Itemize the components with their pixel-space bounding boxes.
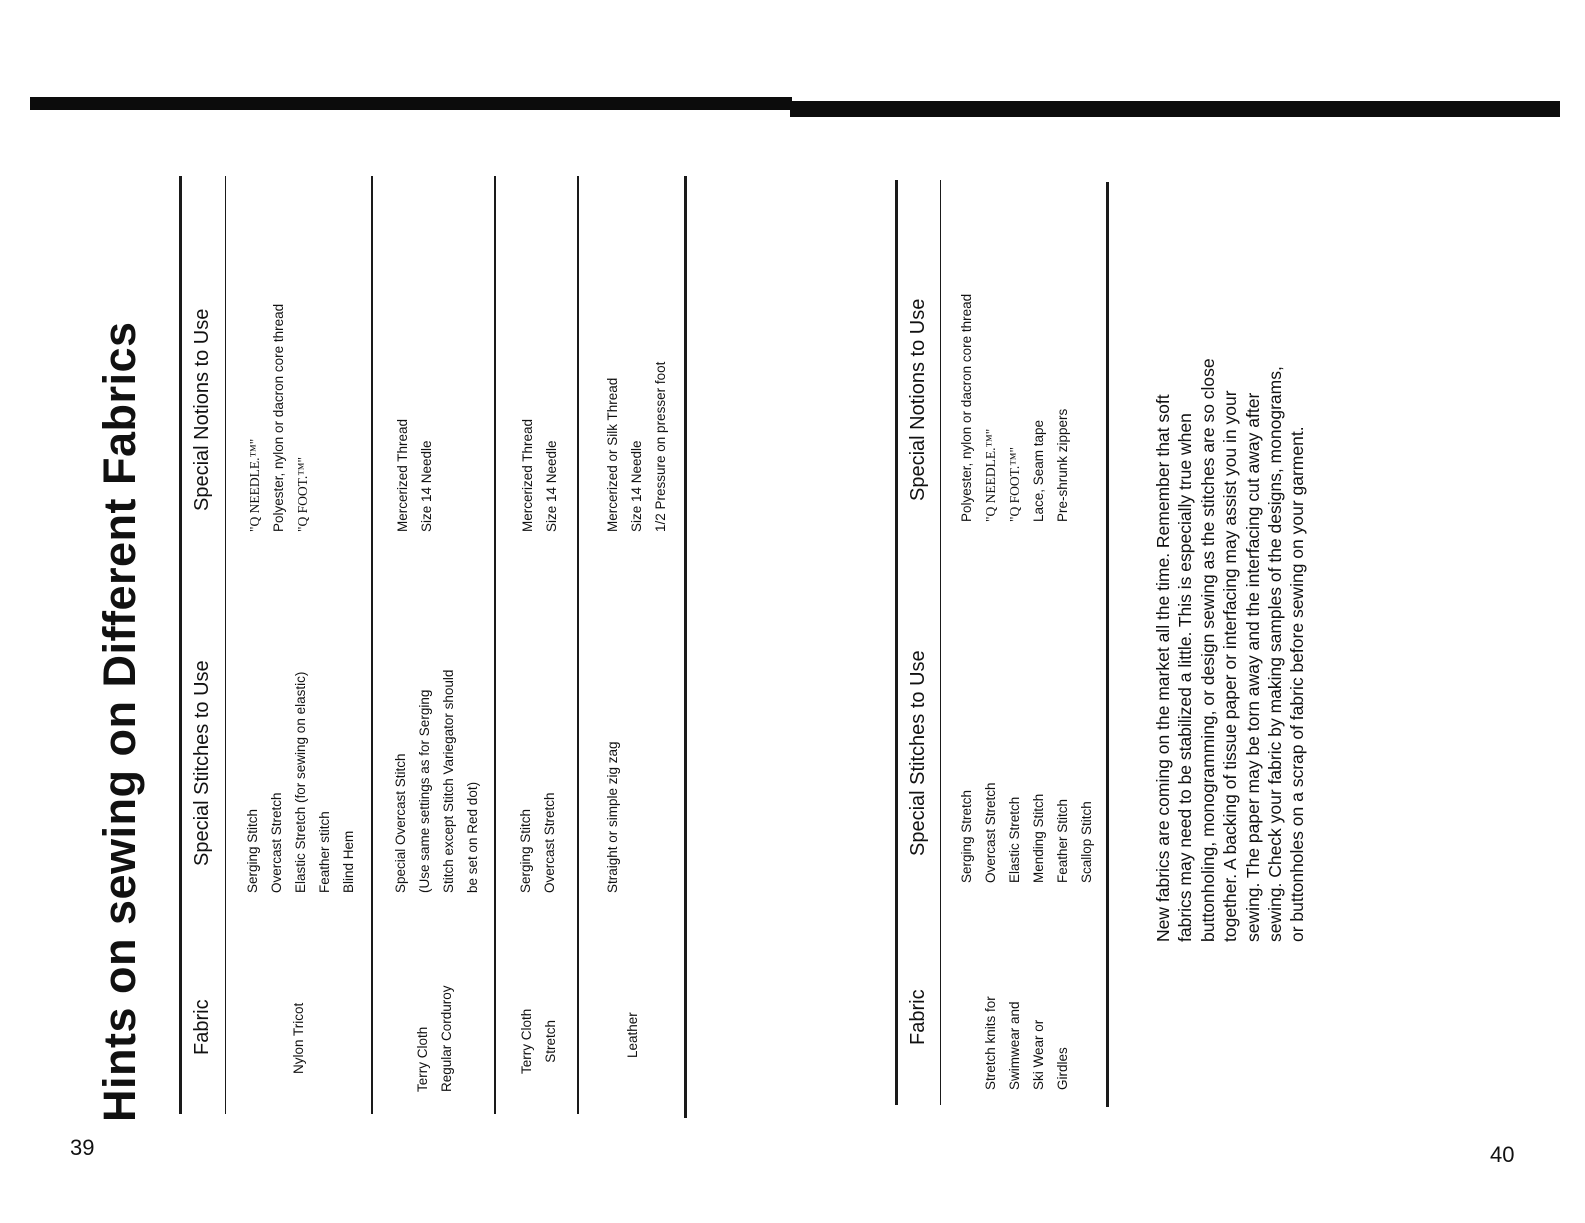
advice-paragraph — [1152, 358, 1309, 942]
stitch-line: Serging Stitch — [518, 808, 533, 893]
paragraph-line: or buttonholes on a scrap of fabric before sewing on your garment. — [1287, 426, 1308, 942]
stitch-line: Overcast Stretch — [983, 782, 998, 883]
table1-row-rule-2 — [494, 176, 496, 1114]
stitch-line: Straight or simple zig zag — [605, 741, 620, 893]
fabric-line: Regular Corduroy — [439, 985, 454, 1092]
notion-line: Polyester, nylon or dacron core thread — [959, 293, 974, 522]
table1-row4-stitches — [601, 741, 625, 893]
stitch-line: Stitch except Stitch Variegator should — [441, 669, 456, 893]
stitch-line: Serging Stretch — [959, 789, 974, 883]
table2-header-rule — [940, 180, 941, 1105]
paragraph-line: sewing. Check your fabric by making samples of the designs, monograms, — [1264, 366, 1285, 942]
notion-line: Lace, Seam tape — [1031, 419, 1046, 522]
table1-row1-fabric — [287, 1003, 311, 1074]
paragraph-line: together. A backing of tissue paper or interfacing may assist you in your — [1220, 390, 1241, 942]
notion-line: Size 14 Needle — [544, 440, 559, 532]
table2-row1-fabric — [979, 996, 1075, 1090]
table1-row3-fabric — [515, 1009, 563, 1074]
notion-line: "Q FOOT.™" — [1007, 446, 1022, 522]
table2-row1-notions — [955, 294, 1075, 522]
table1-row2-fabric — [411, 985, 459, 1092]
notion-line: Pre-shrunk zippers — [1055, 408, 1070, 522]
table1-row1-notions — [243, 304, 315, 532]
table2-header-notions: Special Notions to Use — [907, 298, 929, 501]
notion-line: "Q NEEDLE.™" — [247, 438, 262, 532]
notion-line: Mercerized or Silk Thread — [605, 377, 620, 532]
fabric-line: Stretch knits for — [983, 996, 998, 1090]
stitch-line: be set on Red dot) — [465, 781, 480, 893]
stitch-line: Blind Hem — [341, 830, 356, 893]
table1-right-rule — [684, 176, 687, 1118]
table1-row1-stitches — [241, 672, 361, 893]
top-rule-right — [790, 101, 1560, 117]
table1-header-rule — [225, 176, 226, 1114]
top-rule-left — [30, 97, 792, 110]
notion-line: 1/2 Pressure on presser foot — [653, 361, 668, 532]
table1-row-rule-1 — [371, 176, 373, 1114]
stitch-line: Special Overcast Stitch — [393, 753, 408, 893]
paragraph-line: fabrics may need to be stabilized a little. This is especially true when — [1175, 413, 1196, 942]
stitch-line: Elastic Stretch (for sewing on elastic) — [293, 671, 308, 893]
table1-header-fabric: Fabric — [191, 999, 213, 1055]
notion-line: Size 14 Needle — [419, 440, 434, 532]
stitch-line: Overcast Stretch — [269, 792, 284, 893]
page-number-left: 39 — [70, 1135, 95, 1160]
table2-right-rule — [1106, 182, 1109, 1107]
table1-left-rule — [179, 176, 182, 1114]
table1-row2-notions — [391, 419, 439, 532]
notion-line: Polyester, nylon or dacron core thread — [271, 303, 286, 532]
stitch-line: Serging Stitch — [245, 808, 260, 893]
fabric-line: Terry Cloth — [415, 1026, 430, 1092]
notion-line: Size 14 Needle — [629, 440, 644, 532]
notion-line: Mercerized Thread — [395, 418, 410, 532]
table2-left-rule — [895, 180, 898, 1105]
table1-row2-stitches — [389, 670, 485, 893]
table1-row4-fabric — [621, 1012, 645, 1058]
stitch-line: Feather stitch — [317, 811, 332, 893]
stitch-line: Elastic Stretch — [1007, 796, 1022, 883]
fabric-line: Nylon Tricot — [291, 1002, 306, 1074]
fabric-line: Terry Cloth — [519, 1008, 534, 1074]
table1-header-stitches: Special Stitches to Use — [191, 660, 213, 866]
notion-line: "Q FOOT.™" — [295, 456, 310, 532]
table1-row4-notions — [601, 362, 673, 532]
table1-row-rule-3 — [577, 176, 579, 1114]
stitch-line: Feather Stitch — [1055, 798, 1070, 883]
notion-line: Mercerized Thread — [520, 418, 535, 532]
paragraph-line: sewing. The paper may be torn away and the interfacing cut away after — [1242, 392, 1263, 942]
page-number-right: 40 — [1490, 1142, 1515, 1167]
table2-header-stitches: Special Stitches to Use — [907, 650, 929, 856]
paragraph-line: New fabrics are coming on the market all the time. Remember that soft — [1153, 394, 1173, 942]
stitch-line: Scallop Stitch — [1079, 801, 1094, 883]
fabric-line: Ski Wear or — [1031, 1019, 1046, 1090]
table1-header-notions: Special Notions to Use — [191, 308, 213, 511]
table1-row3-notions — [516, 419, 564, 532]
stitch-line: (Use same settings as for Serging — [417, 689, 432, 893]
page-title: Hints on sewing on Different Fabrics — [94, 321, 145, 1122]
notion-line: "Q NEEDLE.™" — [983, 428, 998, 522]
stitch-line: Mending Stitch — [1031, 793, 1046, 883]
fabric-line: Leather — [625, 1012, 640, 1058]
table2-header-fabric: Fabric — [907, 989, 929, 1045]
paragraph-line: buttonholing, monogramming, or design sewing as the stitches are so close — [1197, 358, 1218, 942]
fabric-line: Stretch — [543, 1019, 558, 1063]
fabric-line: Swimwear and — [1007, 1001, 1022, 1090]
table1-row3-stitches — [514, 792, 562, 893]
fabric-line: Girdles — [1055, 1047, 1070, 1090]
table2-row1-stitches — [955, 782, 1099, 883]
stitch-line: Overcast Stretch — [542, 792, 557, 893]
